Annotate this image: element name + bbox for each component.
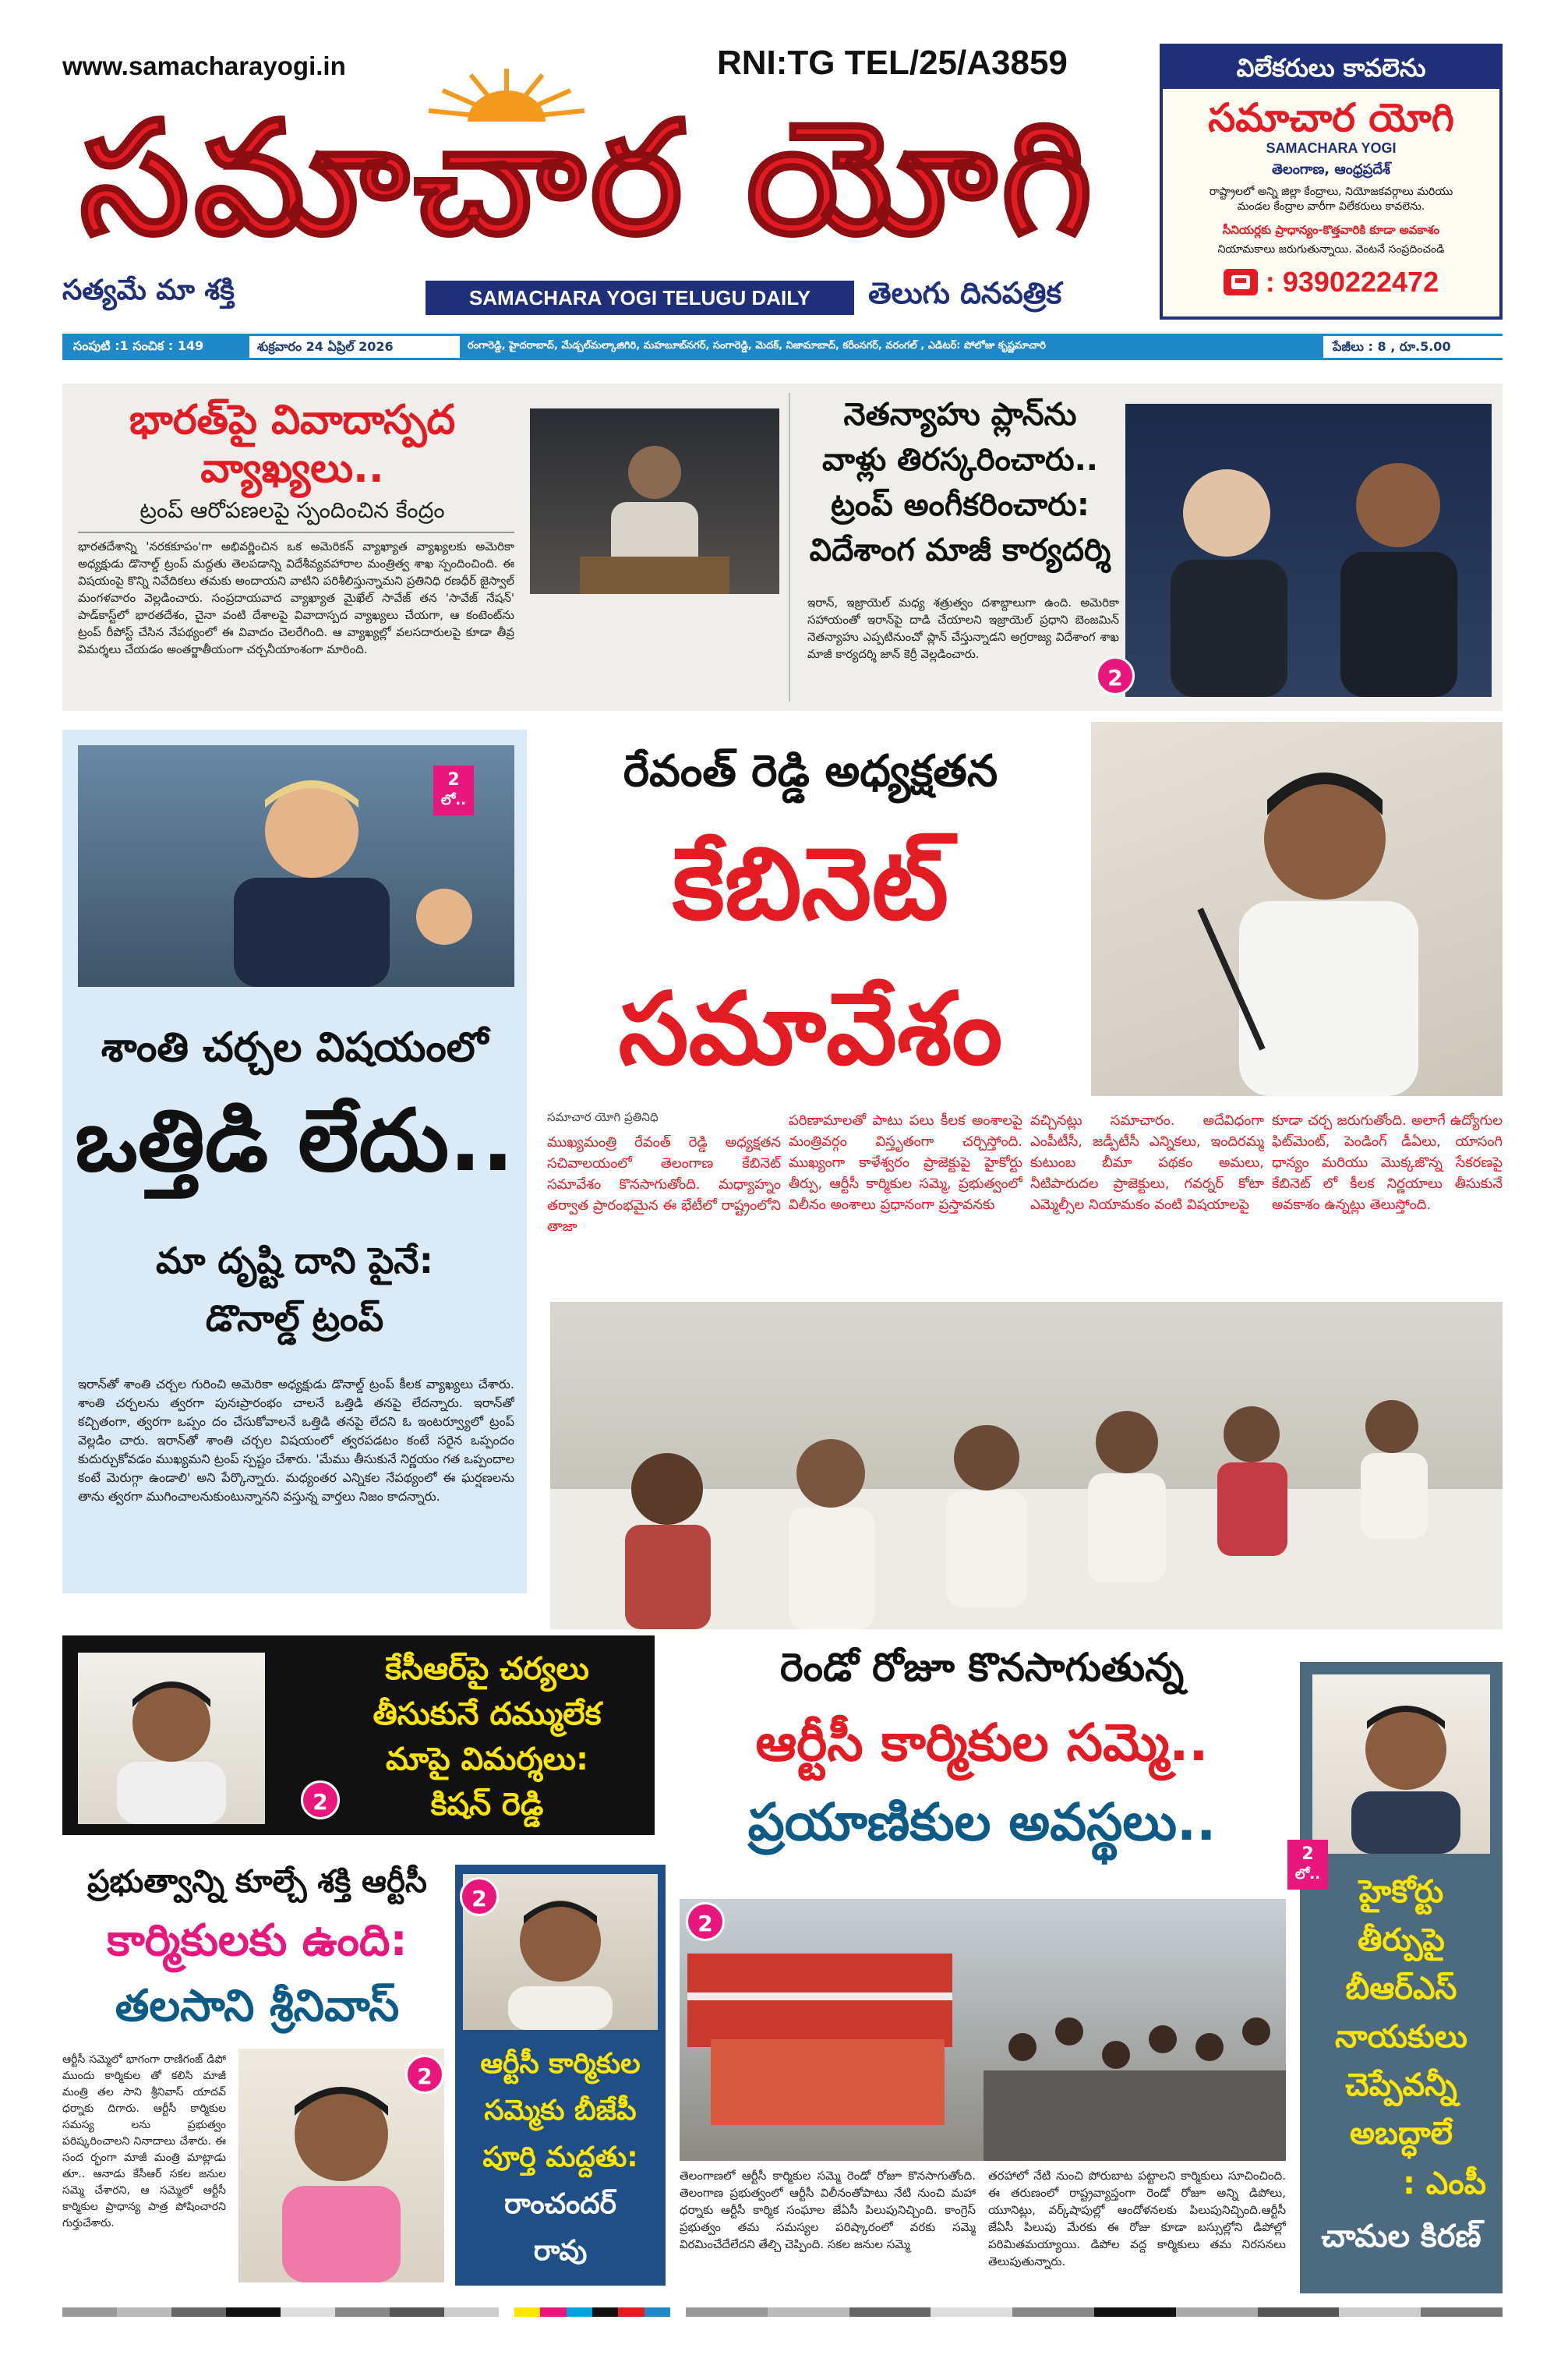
panel-vertical-divider (789, 393, 790, 702)
edition-date: శుక్రవారం 24 ఏప్రిల్ 2026 (249, 336, 460, 358)
story5-photo (680, 1899, 1286, 2161)
masthead-tagline: సత్యమే మా శక్తి (62, 274, 235, 306)
story4-page-badge[interactable]: 2 (301, 1780, 340, 1819)
lead-meeting-photo (550, 1302, 1503, 1629)
story1-headline-line1: భారత్‌పై వివాదాస్పద (129, 397, 456, 444)
story3-subhead-line1: మా దృష్టి దాని పైనే: (155, 1239, 433, 1282)
story8-badge-number: 2 (1301, 1844, 1314, 1864)
lead-col1: ముఖ్యమంత్రి రేవంత్ రెడ్డి అధ్యక్షతన సచివాలయంలో తెలంగాణ కేబినెట్ సమావేశం కొనసాగుతోంది. మధ్యాహ్నం తర్వాత ప్రారంభమైన ఈ భేటీలో రాష్ట్రంలోని తాజా (547, 1134, 781, 1235)
story2-headline-line2: వాళ్లు తిరస్కరించారు.. (822, 442, 1098, 478)
info-bar (62, 334, 1503, 360)
story6-page-badge[interactable]: 2 (405, 2055, 444, 2094)
lead-headline-line1: కేబినెట్ (672, 826, 949, 942)
masthead-title: సమాచార యోగి (79, 88, 1097, 270)
registration-strip-left (62, 2307, 499, 2317)
classified-brand: సమాచార యోగి (1208, 95, 1454, 140)
story7-headline-line1: ఆర్టీసీ కార్మికుల (480, 2048, 641, 2080)
classified-line4: నియామకాలు జరుగుతున్నాయి. వెంటనే సంప్రదించండి (1217, 243, 1445, 256)
story5-kicker: రెండో రోజూ కొనసాగుతున్న (779, 1645, 1185, 1690)
story4-headline-line3: మాపై విమర్శలు: (386, 1741, 588, 1777)
story5-col1: తెలంగాణలో ఆర్టీసీ కార్మికుల సమ్మె రెండో రోజూ కొనసాగుతోంది. తెలంగాణ ప్రభుత్వంలో ఆర్టీసీ విలీనంతోపాటు నేటి నుంచి మహా ధర్నాకు ఆర్టీసీ కార్మిక సంఘాల జేఏసీ పిలుపునిచ్చింది. కాంగ్రెస్ ప్రభుత్వం తమ సమస్యల పరిష్కారంలో వరకు సమ్మె విరమించేదేలేదని తేల్చి చెప్పింది. సకల జనుల సమ్మె (680, 2169, 976, 2251)
story7-headline-line5: రావు (533, 2235, 588, 2267)
lead-kicker: రేవంత్ రెడ్డి అధ్యక్షతన (623, 746, 998, 797)
story2-photo (1125, 404, 1492, 697)
story5-page-badge[interactable]: 2 (686, 1902, 725, 1941)
classified-ad (1160, 44, 1503, 320)
story3-page-badge[interactable] (433, 766, 474, 815)
story1-subhead: ట్రంప్ ఆరోపణలపై స్పందించిన కేంద్రం (139, 497, 445, 523)
story3-body: ఇరాన్‌తో శాంతి చర్చల గురించి అమెరికా అధ్యక్షుడు డొనాల్డ్ ట్రంప్ కీలక వ్యాఖ్యలు చేశారు. శాంతి చర్చలను త్వరగా పునఃప్రారంభం చాలనే ఒత్తిడి తనపై లేదన్నారు. ఇరాన్‌తో కచ్చితంగా, త్వరగా ఒప్పం దం చేసుకోవాలనే ఒత్తిడి తనపై లేదని ఓ ఇంటర్వ్యూలో ట్రంప్ వెల్లడిం చారు. ఇరాన్‌తో శాంతి చర్చల విషయంలో త్వరపడటం కంటే సరైన ఒప్పందం కుదుర్చుకోవడం ముఖ్యమని ట్రంప్ స్పష్టం చేశారు. 'మేము తీసుకునే నిర్ణయం గత ఒప్పందాల కంటే మెరుగ్గా ఉండాలి' అని పేర్కొన్నారు. మధ్యంతర ఎన్నికల నేపథ్యంలో ఈ ఘర్షణలను తాను త్వరగా ముగించాలనుకుంటున్నానని వస్తున్న వార్తలు నిజం కాదన్నారు. (78, 1377, 514, 1504)
story6-headline-line1: కార్మికులకు ఉంది: (107, 1915, 408, 1966)
story3-badge-lo: లో.. (440, 792, 467, 808)
story7-headline-line4: రాంచందర్ (504, 2188, 616, 2220)
phone-icon (1224, 269, 1258, 295)
registration-strip-right (686, 2307, 1503, 2317)
story8-headline-line2: తీర్పుపై (1358, 1922, 1445, 1958)
story2-page-badge[interactable]: 2 (1096, 656, 1135, 695)
lead-portrait-photo (1091, 722, 1503, 1096)
classified-phone[interactable]: : 9390222472 (1265, 266, 1439, 298)
story6-body: ఆర్టీసీ సమ్మెలో భాగంగా రాణిగంజ్ డిపో ముందు కార్మికుల తో కలిసి మాజీ మంత్రి తల సాని శ్రీనివాస్ యాదవ్ ధర్నాకు దిగారు. ఆర్టీసీ కార్మికుల సమస్య లను ప్రభుత్వం పరిష్కరించాలని నినాదాలు చేశారు. ఈ సంద ర్భంగా మాజీ మంత్రి మాట్లాడు తూ.. ఆనాడు కేసీఆర్ సకల జనుల సమ్మె చేశారని, ఆ సమ్మెలో ఆర్టీసీ కార్మికుల ప్రాధాన్య పాత్ర పోషించారని గుర్తుచేశారు. (62, 2053, 226, 2229)
story2-headline-line4: విదేశాంగ మాజీ కార్యదర్శి (809, 532, 1111, 568)
classified-line1: రాష్ట్రాలలో అన్ని జిల్లా కేంద్రాలు, నియోజకవర్గాలు మరియు (1209, 186, 1453, 198)
english-name-banner: SAMACHARA YOGI TELUGU DAILY (426, 281, 854, 315)
story4-headline-line1: కేసీఆర్‌పై చర్యలు (385, 1651, 589, 1687)
story6-headline-line2: తలసాని శ్రీనివాస్ (115, 1981, 400, 2031)
lead-col3: వచ్చినట్లు సమాచారం. అదేవిధంగా ఎంపీటీసీ, జడ్పీటీసీ ఎన్నికలు, ఇందిరమ్మ కుటుంబ బీమా పథకం అమలు, నీటిపారుదల ప్రాజెక్టులు, గవర్నర్ కోటా ఎమ్మెల్సీల నియామకం వంటి విషయాలపై (1030, 1112, 1264, 1213)
lead-byline: సమాచార యోగి ప్రతినిధి (547, 1110, 659, 1124)
story6-kicker: ప్రభుత్వాన్ని కూల్చే శక్తి ఆర్టీసీ (87, 1864, 427, 1900)
story8-badge-lo: లో.. (1294, 1866, 1321, 1883)
story8-headline-line5: చెప్పేవన్నీ (1345, 2067, 1457, 2103)
website-url[interactable]: www.samacharayogi.in (62, 51, 346, 80)
story1-body: భారతదేశాన్ని 'నరకకూపం'గా అభివర్ణించిన ఒక అమెరికన్ వ్యాఖ్యాత వ్యాఖ్యలకు అమెరికా అధ్యక్షుడు డొనాల్డ్ ట్రంప్ మద్దతు తెలపడాన్ని విదేశీవ్యవహారాల మంత్రిత్వ శాఖ స్పందించింది. ఈ విషయంపై కొన్ని నివేదికలు తమకు అందాయని వాటిని పరిశీలిస్తున్నామని ప్రతినిధి రణధీర్ జైస్వాల్ మంగళవారం వెల్లడించారు. సంప్రదాయవాద వ్యాఖ్యాత మైఖేల్ సావేజ్ తన 'సావేజ్ నేషన్' పాడ్‌కాస్ట్‌లో భారతదేశం, చైనా వంటి దేశాలపై వివాదాస్పద వ్యాఖ్యలు చేయగా, ఆ కంటెంట్‌ను ట్రంప్ రీపోస్ట్ చేసిన నేపథ్యంలో ఈ వివాదం చెలరేగింది. ఆ వ్యాఖ్యల్లో వలసదారులపై కూడా తీవ్ర విమర్శలు చేయడం అంతర్జాతీయంగా చర్చనీయాంశంగా మారింది. (78, 539, 514, 656)
story5-col2: తరహాలో నేటి నుంచి పోరుబాట పట్టాలని కార్మికులు సూచించింది. ఈ తరుణంలో రాష్ట్రవ్యాప్తంగా రెండో రోజూ అన్ని డిపోలు, యూనిట్లు, వర్క్‌షాపుల్లో ఆందోళనలకు పిలుపునిచ్చింది.ఆర్టీసీ జేఏసీ పిలుపు మేరకు ఈ రోజు కూడా బస్సుల్లోని డిపోల్లో పరిమితమయ్యాయి. డిపోల వద్ద కార్మికులు తమ నిరసనలు తెలుపుతున్నారు. (988, 2169, 1286, 2268)
story8-headline-line1: హైకోర్టు (1358, 1874, 1444, 1910)
story3-subhead-line2: డొనాల్డ్ ట్రంప్ (205, 1297, 384, 1339)
volume-issue: సంపుటి :1 సంచిక : 149 (73, 338, 204, 353)
story8-headline-line7: : ఎంపీ (1403, 2166, 1487, 2201)
story2-headline-line3: ట్రంప్ అంగీకరించారు: (831, 487, 1089, 523)
classified-line2: మండల కేంద్రాల వారీగా విలేకరులు కావలెను. (1237, 200, 1425, 213)
story3-headline: ఒత్తిడి లేదు.. (75, 1091, 514, 1190)
lead-col2: పరిణామాలతో పాటు పలు కీలక అంశాలపై మంత్రివర్గం విస్తృతంగా చర్చిస్తోంది. ముఖ్యంగా కాళేశ్వరం ప్రాజెక్టుపై హైకోర్టు తీర్పు, ఆర్టీసీ కార్మికుల సమ్మె, ప్రభుత్వంలో విలీనం అంశాలు ప్రధానంగా ప్రస్తావనకు (789, 1112, 1022, 1213)
story8-headline-line4: నాయకులు (1335, 2019, 1467, 2055)
edition-districts: రంగారెడ్డి, హైదరాబాద్, మేడ్చల్‌మల్కాజిగిరి, మహబూబ్‌నగర్, సంగారెడ్డి, మెదక్, నిజామాబాద్, కరీంనగర్, వరంగల్ , ఎడిటర్: పోలోజు కృష్ణమాచారి (468, 340, 1046, 352)
classified-brand-en: SAMACHARA YOGI (1266, 140, 1397, 156)
story8-headline-line8: చామల కిరణ్ (1321, 2219, 1481, 2254)
classified-heading: విలేకరులు కావలెను (1163, 47, 1499, 89)
story5-headline-line2: ప్రయాణికుల అవస్థలు.. (747, 1792, 1217, 1852)
lead-headline-line2: సమావేశం (618, 971, 1003, 1087)
story3-badge-number: 2 (447, 770, 460, 790)
story5-headline-line1: ఆర్టీసీ కార్మికుల సమ్మె.. (755, 1713, 1209, 1773)
lead-col4: కూడా చర్చ జరుగుతోంది. అలాగే ఉద్యోగుల ఫిట్‌మెంట్, పెండింగ్ డీఏలు, యాసంగి ధాన్యం మరియు మొక్కజొన్న సేకరణపై కేబినెట్ లో కీలక నిర్ణయాలు తీసుకునే అవకాశం ఉన్నట్లు తెలుస్తోంది. (1272, 1112, 1503, 1213)
classified-states: తెలంగాణ, ఆంధ్రప్రదేశ్ (1271, 161, 1391, 178)
story7-page-badge[interactable]: 2 (460, 1877, 499, 1916)
registration-strip-cmyk (514, 2307, 670, 2317)
story8-headline-line6: అబద్ధాలే (1350, 2116, 1453, 2152)
classified-line3: సీనియర్లకు ప్రాధాన్యం-కొత్తవారికి కూడా అవకాశం (1222, 223, 1440, 237)
story8-headline-line3: బీఆర్ఎస్ (1345, 1971, 1457, 2007)
telugu-daily-label: తెలుగు దినపత్రిక (868, 276, 1062, 310)
story3-kicker: శాంతి చర్చల విషయంలో (101, 1024, 489, 1071)
pages-price: పేజీలు : 8 , రూ.5.00 (1323, 336, 1503, 358)
story2-body: ఇరాన్, ఇజ్రాయెల్ మధ్య శత్రుత్వం దశాబ్దాలుగా ఉంది. అమెరికా సహాయంతో ఇరాన్‌పై దాడి చేయాలని ఇజ్రాయెల్ ప్రధాని బెంజమిన్ నెతన్యాహు ఎప్పటినుంచో ప్లాన్ చేస్తున్నాడని అగ్రరాజ్య విదేశాంగ శాఖ మాజీ కార్యదర్శి జాన్ కెర్రీ వెల్లడించారు. (807, 596, 1119, 661)
story8-photo (1312, 1674, 1490, 1854)
story1-photo (530, 408, 779, 594)
story7-headline-line2: సమ్మెకు బీజేపీ (484, 2095, 637, 2127)
story4-headline-line2: తీసుకునే దమ్ములేక (373, 1696, 602, 1732)
rni-number: RNI:TG TEL/25/A3859 (717, 44, 1068, 82)
story1-divider (78, 532, 514, 533)
story4-photo (78, 1653, 265, 1824)
story4-headline-line4: కిషన్ రెడ్డి (430, 1787, 544, 1823)
story2-headline-line1: నెతన్యాహు ప్లాన్‌ను (843, 397, 1077, 433)
story7-headline-line3: పూర్తి మద్దతు: (482, 2141, 638, 2173)
story1-headline-line2: వ్యాఖ్యలు.. (200, 445, 384, 492)
